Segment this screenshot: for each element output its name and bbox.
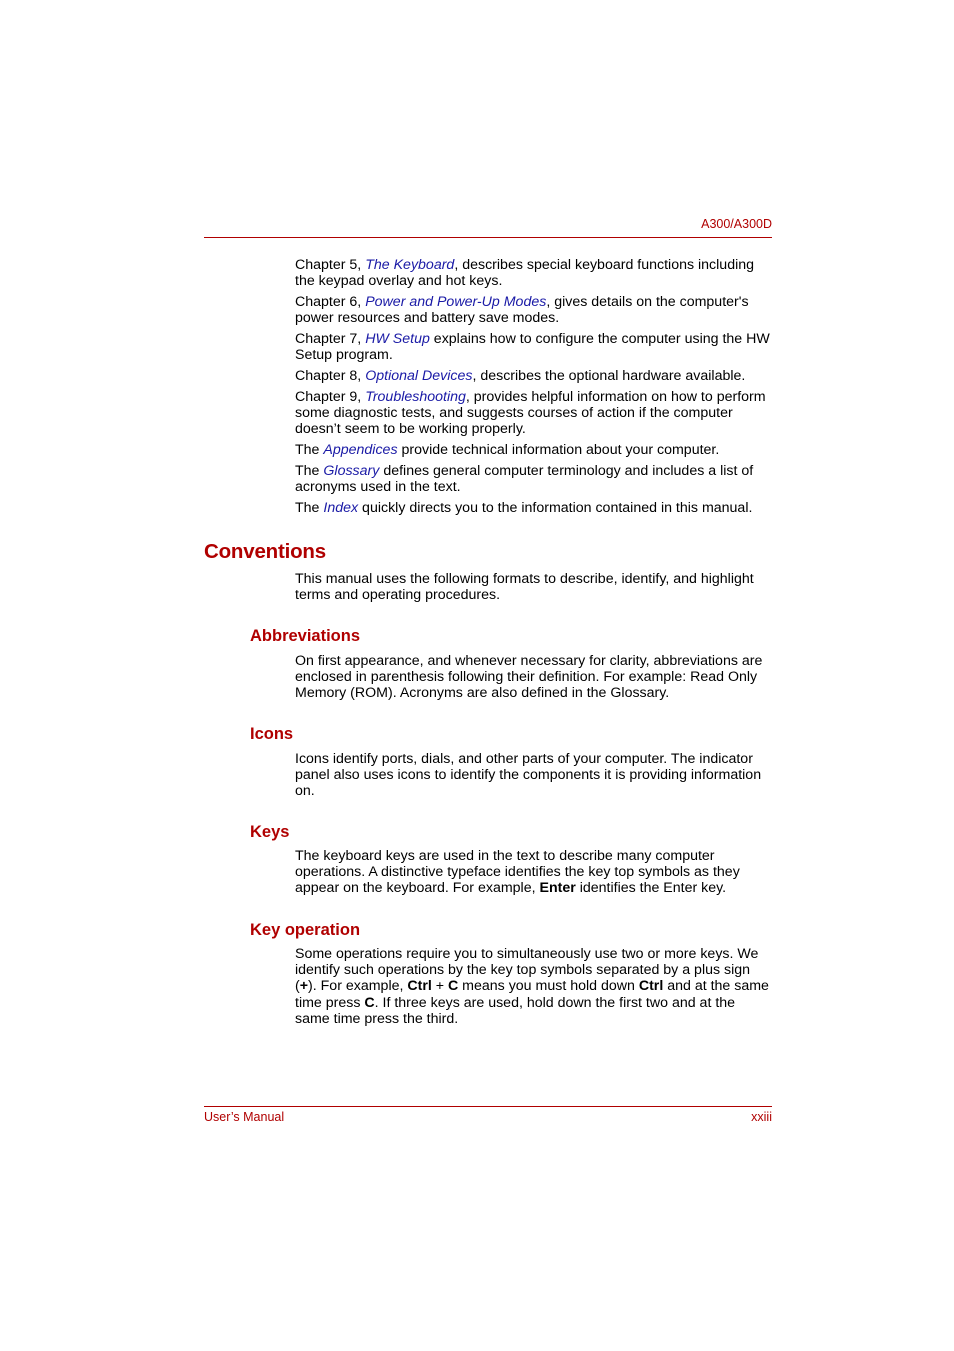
key-enter: Enter xyxy=(539,880,576,897)
header-rule xyxy=(204,237,772,238)
chapter-8-paragraph: Chapter 8, Optional Devices, describes the optional hardware available. xyxy=(295,368,746,384)
chapter-7-paragraph: Chapter 7, HW Setup explains how to configure the computer using the HW Setup program. xyxy=(295,331,770,364)
link-optional-devices[interactable]: Optional Devices xyxy=(365,368,473,384)
keys-text: The keyboard keys are used in the text to describe many computer operations. A distinctive typeface identifies the key top symbols as they appear on the keyboard. For example, Enter identifies the Enter key. xyxy=(295,848,740,897)
link-appendices[interactable]: Appendices xyxy=(323,442,398,458)
conventions-heading: Conventions xyxy=(204,540,326,563)
key-ctrl: Ctrl xyxy=(407,978,432,995)
key-operation-heading: Key operation xyxy=(250,921,361,939)
footer-rule xyxy=(204,1106,772,1107)
abbreviations-text: On first appearance, and whenever necessary for clarity, abbreviations are enclosed in parenthesis following their definition. For example: Read Only Memory (ROM). Acronyms are also defined in the Glossary. xyxy=(295,653,763,702)
footer-page-number: xxiii xyxy=(751,1110,772,1124)
link-glossary[interactable]: Glossary xyxy=(323,463,380,479)
index-paragraph: The Index quickly directs you to the information contained in this manual. xyxy=(295,500,753,516)
chapter-9-paragraph: Chapter 9, Troubleshooting, provides helpful information on how to perform some diagnostic tests, and suggests courses of action if the computer doesn’t seem to be working properly. xyxy=(295,389,766,438)
key-operation-text: Some operations require you to simultaneously use two or more keys. We identify such operations by the key top symbols separated by a plus sign (+). For example, Ctrl + C means you must hold down Ctrl and at the same time press C. If three keys are used, hold down the first two and at the same time press the third. xyxy=(295,946,769,1027)
icons-heading: Icons xyxy=(250,725,294,743)
link-the-keyboard[interactable]: The Keyboard xyxy=(365,257,455,273)
conventions-intro: This manual uses the following formats to describe, identify, and highlight terms and operating procedures. xyxy=(295,571,754,604)
chapter-5-paragraph: Chapter 5, The Keyboard, describes special keyboard functions including the keypad overlay and hot keys. xyxy=(295,257,755,290)
appendices-paragraph: The Appendices provide technical information about your computer. xyxy=(295,442,720,458)
link-troubleshooting[interactable]: Troubleshooting xyxy=(365,389,466,405)
chapter-6-paragraph: Chapter 6, Power and Power-Up Modes, gives details on the computer's power resources and battery save modes. xyxy=(295,294,749,327)
footer-manual-title: User’s Manual xyxy=(204,1110,285,1124)
glossary-paragraph: The Glossary defines general computer terminology and includes a list of acronyms used in the text. xyxy=(295,463,754,496)
icons-text: Icons identify ports, dials, and other parts of your computer. The indicator panel also uses icons to identify the components it is providing information on. xyxy=(295,751,762,800)
link-index[interactable]: Index xyxy=(323,500,359,516)
link-hw-setup[interactable]: HW Setup xyxy=(365,331,430,347)
header-model: A300/A300D xyxy=(701,217,772,231)
key-c: C xyxy=(447,978,459,995)
link-power-modes[interactable]: Power and Power-Up Modes xyxy=(365,294,547,310)
keys-heading: Keys xyxy=(250,823,290,841)
abbreviations-heading: Abbreviations xyxy=(250,627,361,645)
